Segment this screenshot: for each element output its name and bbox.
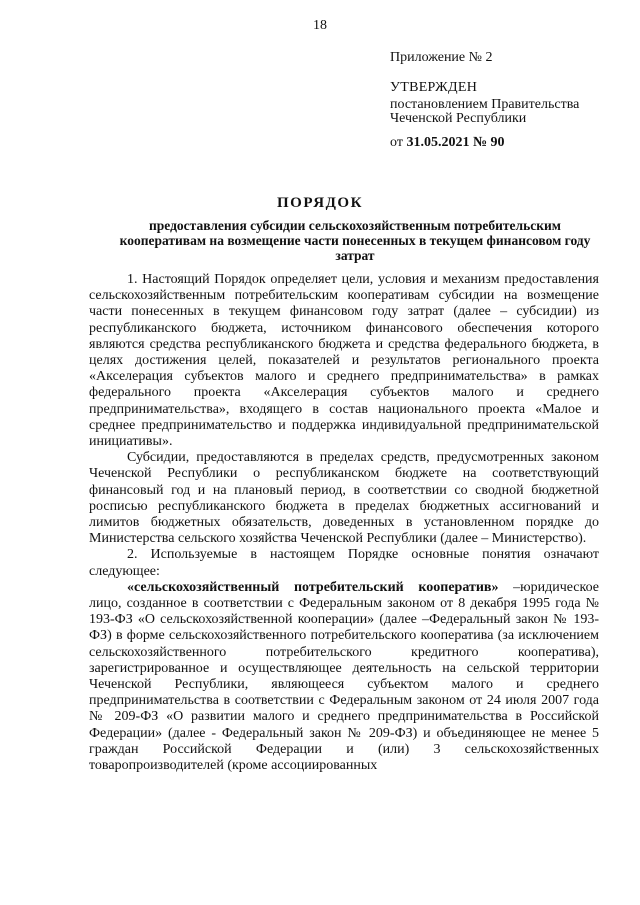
approval-date-number [390,135,505,151]
paragraph-1: 1. Настоящий Порядок определяет цели, условия и механизм предоставления сельскохозяйственным потребительским кооперативам субсидии на возмещение части понесенных в текущем финансовом году затрат (далее – субсидии) из республиканского бюджета, источником финансового обеспечения которого являются средства республиканского бюджета и средства федерального бюджета, в целях достижения целей, показателей и результатов регионального проекта «Акселерация субъектов малого и среднего предпринимательства» в рамках федерального проекта «Акселерация субъектов малого и среднего предпринимательства», входящего в состав национального проекта «Малое и среднее предпринимательство и поддержка индивидуальной предпринимательской инициативы». [89,272,599,450]
date-number-value: 31.05.2021 № 90 [406,135,505,150]
paragraph-3: 2. Используемые в настоящем Порядке основные понятия означают следующее: [89,547,599,579]
document-body [89,272,599,774]
annex-label: Приложение № 2 [390,50,493,65]
paragraph-4 [89,580,599,774]
approved-label: УТВЕРЖДЕН [390,80,478,95]
date-prefix: от [390,135,403,150]
term-definition: «сельскохозяйственный потребительский кооператив» [127,579,499,595]
document-subtitle: предоставления субсидии сельскохозяйственным потребительским кооперативам на возмещение части понесенных в текущем финансовом году затрат [119,218,591,263]
document-title: ПОРЯДОК [277,195,363,211]
definition-text: –юридическое лицо, созданное в соответствии с Федеральным законом от 8 декабря 1995 года № 193-ФЗ «О сельскохозяйственной кооперации» (далее –Федеральный закон № 193-ФЗ) в форме сельскохозяйственного потребительского кооператива (за исключением сельскохозяйственного потребительского кредитного кооператива), зарегистрированное и осуществляющее деятельность на сельской территории Чеченской Республики, являющееся субъектом малого и среднего предпринимательства в соответствии с Федеральным законом от 24 июля 2007 года № 209-ФЗ «О развитии малого и среднего предпринимательства в Российской Федерации» (далее - Федеральный закон № 209-ФЗ) и объединяющее не менее 5 граждан Российской Федерации и (или) 3 сельскохозяйственных товаропроизводителей (кроме ассоциированных [89,579,599,774]
resolution-text: постановлением Правительства Чеченской Республики [390,97,580,126]
paragraph-2: Субсидии, предоставляются в пределах средств, предусмотренных законом Чеченской Республики о республиканском бюджете на соответствующий финансовый год и на плановый период, в соответствии со сводной бюджетной росписью республиканского бюджета в пределах бюджетных ассигнований и лимитов бюджетных обязательств, доведенных в установленном порядке до Министерства сельского хозяйства Чеченской Республики (далее – Министерство). [89,450,599,547]
page-number: 18 [313,18,327,33]
